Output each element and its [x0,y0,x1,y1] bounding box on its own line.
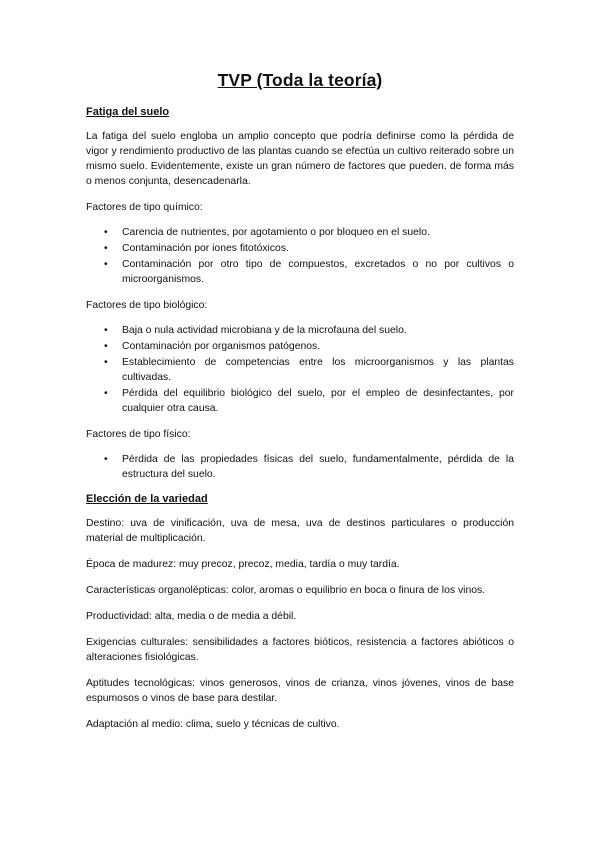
factores-quimico-label: Factores de tipo químico: [86,202,203,213]
list-item-text: Pérdida del equilibrio biológico del suelo, por el empleo de desinfectantes, por cualquier otra causa. [122,388,514,414]
list-item [86,452,514,482]
bullet-icon: • [104,388,108,399]
document-page [86,70,514,743]
list-item [86,339,514,354]
list-item-text: Carencia de nutrientes, por agotamiento o por bloqueo en el suelo. [122,227,430,238]
bullet-icon: • [104,341,108,352]
list-item [86,225,514,240]
paragraph-adaptacion: Adaptación al medio: clima, suelo y técnicas de cultivo. [86,719,340,730]
paragraph-destino: Destino: uva de vinificación, uva de mesa, uva de destinos particulares o producción material de multiplicación. [86,518,514,544]
list-item [86,355,514,385]
section-heading-eleccion: Elección de la variedad [86,493,208,505]
paragraph-productividad: Productividad: alta, media o de media a débil. [86,611,297,622]
paragraph-aptitudes: Aptitudes tecnológicas: vinos generosos, vinos de crianza, vinos jóvenes, vinos de base espumosos o vinos de base para destilar. [86,678,514,704]
bullet-icon: • [104,325,108,336]
section-heading-fatiga: Fatiga del suelo [86,106,170,118]
list-item-text: Baja o nula actividad microbiana y de la microfauna del suelo. [122,325,407,336]
fisico-list [86,452,514,482]
bullet-icon: • [104,227,108,238]
bullet-icon: • [104,454,108,465]
paragraph-exigencias: Exigencias culturales: sensibilidades a factores bióticos, resistencia a factores abióticos o alteraciones fisiológicas. [86,637,514,663]
bullet-icon: • [104,357,108,368]
factores-fisico-label: Factores de tipo físico: [86,429,191,440]
list-item [86,323,514,338]
list-item-text: Contaminación por iones fitotóxicos. [122,243,289,254]
list-item-text: Contaminación por organismos patógenos. [122,341,321,352]
quimico-list [86,225,514,287]
intro-paragraph: La fatiga del suelo engloba un amplio concepto que podría definirse como la pérdida de vigor y rendimiento productivo de las plantas cuando se efectúa un cultivo reiterado sobre un mismo suelo. Evidentemente, existe un gran número de factores que pueden, de forma más o menos conjunta, desencadenarla. [86,131,514,187]
paragraph-epoca: Época de madurez: muy precoz, precoz, media, tardía o muy tardía. [86,559,400,570]
list-item-text: Establecimiento de competencias entre los microorganismos y las plantas cultivadas. [122,357,514,383]
bullet-icon: • [104,243,108,254]
list-item-text: Contaminación por otro tipo de compuestos, excretados o no por cultivos o microorganismos. [122,259,514,285]
bullet-icon: • [104,259,108,270]
list-item [86,241,514,256]
list-item-text: Pérdida de las propiedades físicas del suelo, fundamentalmente, pérdida de la estructura del suelo. [122,454,514,480]
biologico-list [86,323,514,416]
list-item [86,257,514,287]
list-item [86,386,514,416]
page-title: TVP (Toda la teoría) [217,70,383,90]
factores-biologico-label: Factores de tipo biológico: [86,300,208,311]
paragraph-caracteristicas: Características organolépticas: color, aromas o equilibrio en boca o finura de los vinos. [86,585,486,596]
